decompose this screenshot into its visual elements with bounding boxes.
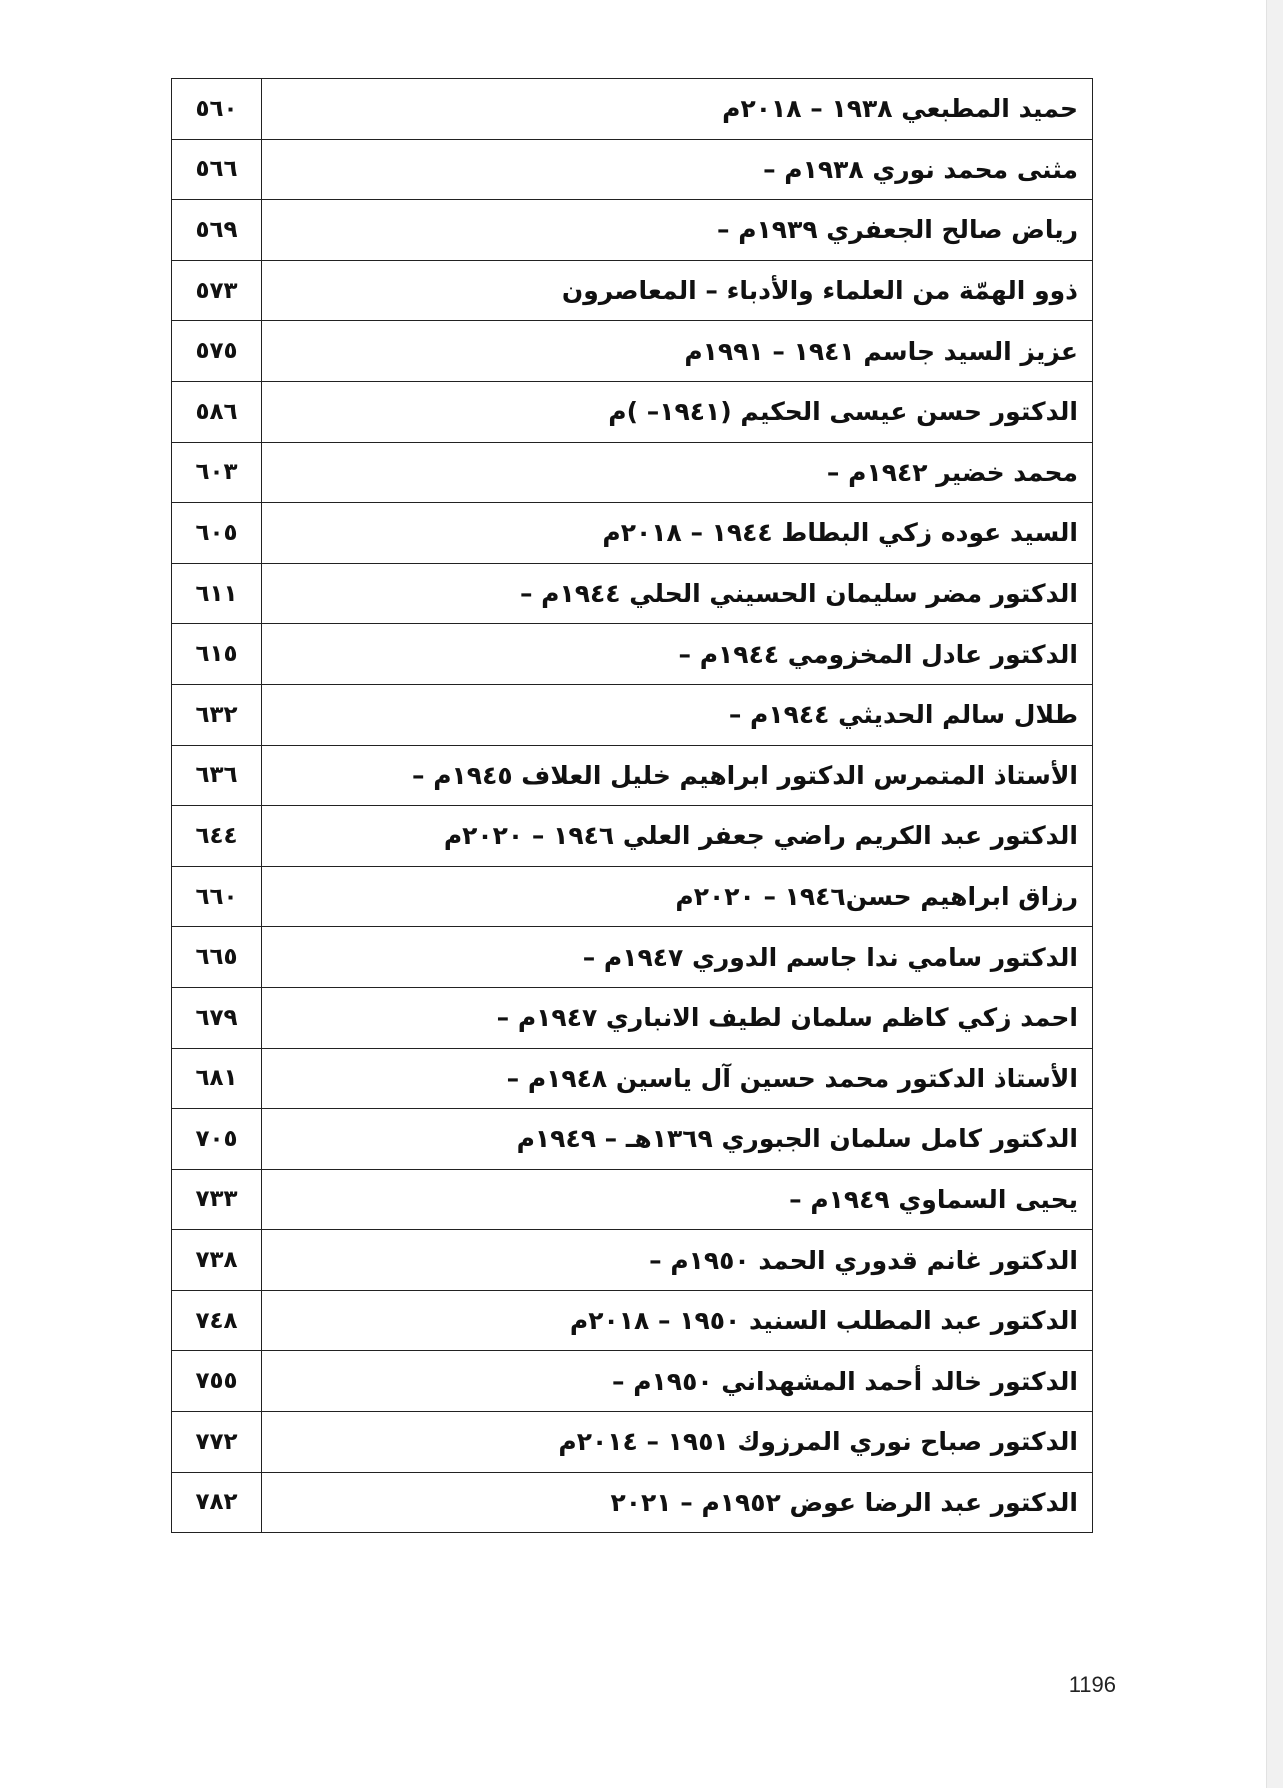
entry-page-number: ٥٧٣ (172, 260, 262, 321)
entry-title: الدكتور عادل المخزومي ١٩٤٤م – (262, 624, 1093, 685)
entry-title: الدكتور صباح نوري المرزوك ١٩٥١ – ٢٠١٤م (262, 1412, 1093, 1473)
table-row (172, 927, 1093, 988)
entry-page-number: ٧٣٨ (172, 1230, 262, 1291)
entry-page-number: ٥٦٩ (172, 200, 262, 261)
entry-title: الدكتور كامل سلمان الجبوري ١٣٦٩هـ – ١٩٤٩م (262, 1109, 1093, 1170)
entry-page-number: ٦٦٥ (172, 927, 262, 988)
entry-title: الدكتور حسن عيسى الحكيم (١٩٤١– )م (262, 381, 1093, 442)
entry-title: عزيز السيد جاسم ١٩٤١ – ١٩٩١م (262, 321, 1093, 382)
entry-page-number: ٥٦٠ (172, 79, 262, 140)
entry-page-number: ٧٥٥ (172, 1351, 262, 1412)
entry-page-number: ٦١٥ (172, 624, 262, 685)
entry-title: السيد عوده زكي البطاط ١٩٤٤ – ٢٠١٨م (262, 503, 1093, 564)
table-row (172, 442, 1093, 503)
table-row (172, 563, 1093, 624)
entry-title: الدكتور عبد الرضا عوض ١٩٥٢م – ٢٠٢١ (262, 1472, 1093, 1533)
table-row (172, 260, 1093, 321)
entry-page-number: ٦٧٩ (172, 987, 262, 1048)
table-row (172, 866, 1093, 927)
entry-page-number: ٦٣٢ (172, 684, 262, 745)
table-row (172, 1169, 1093, 1230)
entry-page-number: ٦٨١ (172, 1048, 262, 1109)
entry-title: يحيى السماوي ١٩٤٩م – (262, 1169, 1093, 1230)
table-row (172, 987, 1093, 1048)
entry-title: رياض صالح الجعفري ١٩٣٩م – (262, 200, 1093, 261)
entry-title: ذوو الهمّة من العلماء والأدباء – المعاصرون (262, 260, 1093, 321)
entry-page-number: ٧٧٢ (172, 1412, 262, 1473)
entry-title: مثنى محمد نوري ١٩٣٨م – (262, 139, 1093, 200)
table-row (172, 139, 1093, 200)
table-row (172, 1230, 1093, 1291)
entry-page-number: ٧٣٣ (172, 1169, 262, 1230)
entry-title: الأستاذ المتمرس الدكتور ابراهيم خليل العلاف ١٩٤٥م – (262, 745, 1093, 806)
table-row (172, 1472, 1093, 1533)
table-row (172, 1351, 1093, 1412)
entry-title: طلال سالم الحديثي ١٩٤٤م – (262, 684, 1093, 745)
entry-title: الدكتور سامي ندا جاسم الدوري ١٩٤٧م – (262, 927, 1093, 988)
entry-title: محمد خضير ١٩٤٢م – (262, 442, 1093, 503)
entry-title: الدكتور عبد المطلب السنيد ١٩٥٠ – ٢٠١٨م (262, 1290, 1093, 1351)
entry-page-number: ٥٨٦ (172, 381, 262, 442)
entry-page-number: ٦٤٤ (172, 806, 262, 867)
table-row (172, 1412, 1093, 1473)
table-row (172, 200, 1093, 261)
entry-page-number: ٦١١ (172, 563, 262, 624)
entry-page-number: ٦٠٣ (172, 442, 262, 503)
entry-page-number: ٥٧٥ (172, 321, 262, 382)
table-row (172, 1048, 1093, 1109)
entry-title: احمد زكي كاظم سلمان لطيف الانباري ١٩٤٧م – (262, 987, 1093, 1048)
page-edge-shadow (1266, 0, 1283, 1788)
page-number: 1196 (1068, 1672, 1116, 1697)
table-row (172, 624, 1093, 685)
entry-page-number: ٧٤٨ (172, 1290, 262, 1351)
entry-page-number: ٦٣٦ (172, 745, 262, 806)
entry-title: رزاق ابراهيم حسن١٩٤٦ – ٢٠٢٠م (262, 866, 1093, 927)
table-row (172, 381, 1093, 442)
entry-page-number: ٦٦٠ (172, 866, 262, 927)
table-row (172, 79, 1093, 140)
table-row (172, 745, 1093, 806)
entry-page-number: ٧٠٥ (172, 1109, 262, 1170)
table-row (172, 806, 1093, 867)
entry-page-number: ٥٦٦ (172, 139, 262, 200)
contents-table-body (172, 79, 1093, 1533)
entry-title: حميد المطبعي ١٩٣٨ – ٢٠١٨م (262, 79, 1093, 140)
contents-table (171, 78, 1093, 1533)
entry-title: الدكتور خالد أحمد المشهداني ١٩٥٠م – (262, 1351, 1093, 1412)
table-row (172, 321, 1093, 382)
entry-title: الدكتور عبد الكريم راضي جعفر العلي ١٩٤٦ – ٢٠٢٠م (262, 806, 1093, 867)
table-row (172, 1109, 1093, 1170)
entry-page-number: ٧٨٢ (172, 1472, 262, 1533)
entry-page-number: ٦٠٥ (172, 503, 262, 564)
entry-title: الدكتور مضر سليمان الحسيني الحلي ١٩٤٤م – (262, 563, 1093, 624)
entry-title: الأستاذ الدكتور محمد حسين آل ياسين ١٩٤٨م – (262, 1048, 1093, 1109)
table-row (172, 1290, 1093, 1351)
table-row (172, 503, 1093, 564)
entry-title: الدكتور غانم قدوري الحمد ١٩٥٠م – (262, 1230, 1093, 1291)
table-row (172, 684, 1093, 745)
